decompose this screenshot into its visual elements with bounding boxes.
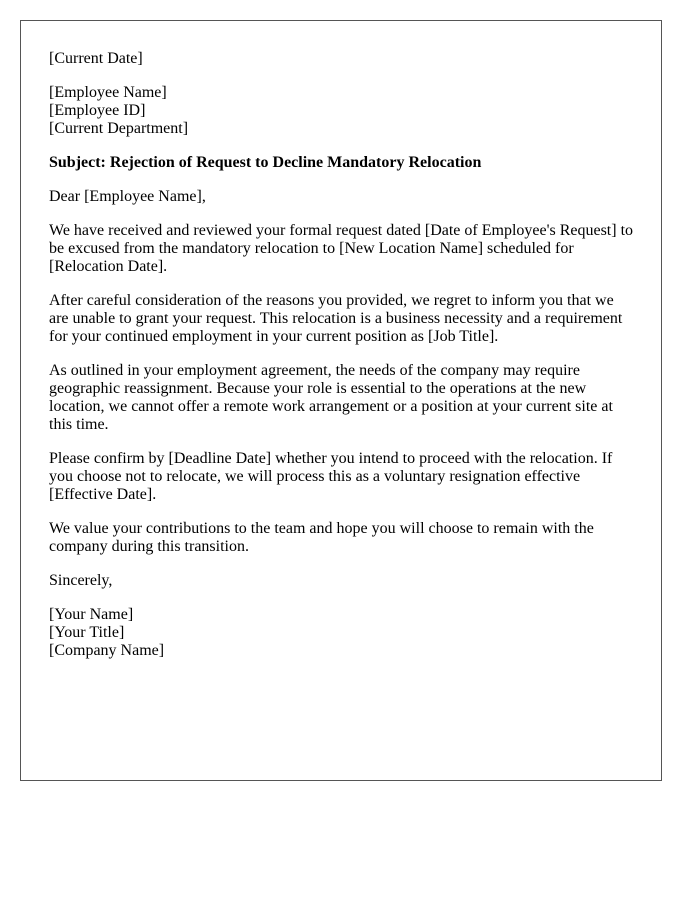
recipient-name: [Employee Name] [49, 84, 167, 101]
recipient-department: [Current Department] [49, 120, 189, 137]
body-paragraph: We have received and reviewed your formal request dated [Date of Employee's Request] to be excused from the mandatory relocation to [New Location Name] scheduled for [Relocation Date]. [49, 222, 634, 275]
letter-closing: Sincerely, [49, 572, 113, 589]
body-paragraph: We value your contributions to the team and hope you will choose to remain with the company during this transition. [49, 520, 594, 555]
body-paragraph: After careful consideration of the reasons you provided, we regret to inform you that we are unable to grant your request. This relocation is a business necessity and a requirement for your continued employment in your current position as [Job Title]. [49, 292, 623, 345]
letter-salutation: Dear [Employee Name], [49, 188, 206, 205]
signature-company: [Company Name] [49, 642, 165, 659]
letter-page [20, 20, 662, 781]
signature-title: [Your Title] [49, 624, 125, 641]
letter-date: [Current Date] [49, 50, 143, 67]
recipient-id: [Employee ID] [49, 102, 146, 119]
body-paragraph: As outlined in your employment agreement, the needs of the company may require geographic reassignment. Because your role is essential to the operations at the new location, we cannot offer a remote work arrangement or a position at your current site at this time. [49, 362, 613, 433]
recipient-block [49, 84, 634, 138]
letter-subject: Subject: Rejection of Request to Decline Mandatory Relocation [49, 154, 482, 171]
signature-block [49, 606, 634, 660]
signature-name: [Your Name] [49, 606, 134, 623]
body-paragraph: Please confirm by [Deadline Date] whether you intend to proceed with the relocation. If you choose not to relocate, we will process this as a voluntary resignation effective [Effective Date]. [49, 450, 613, 503]
